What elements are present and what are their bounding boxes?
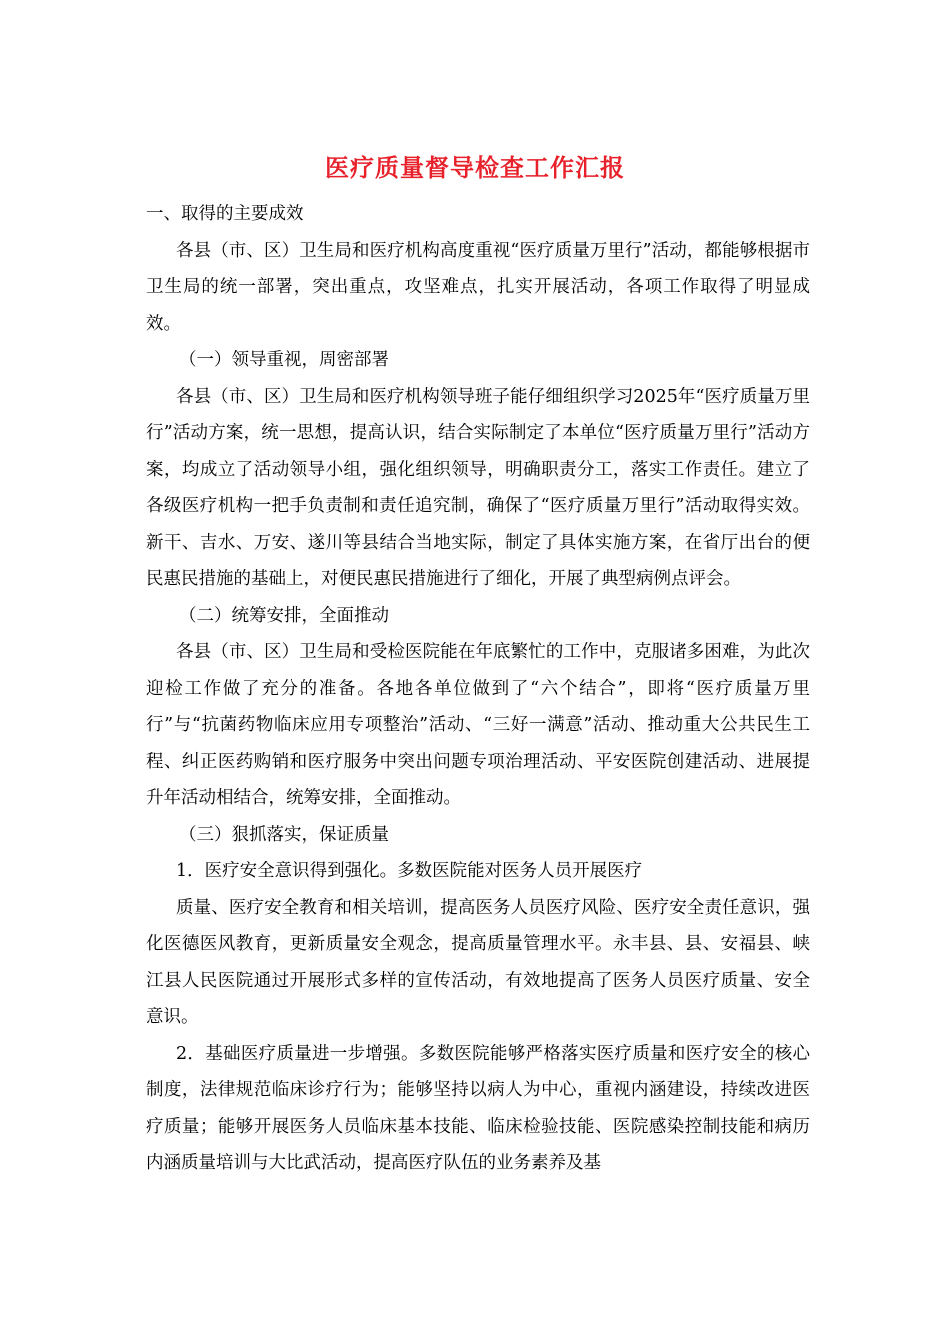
document-title: 医疗质量督导检查工作汇报 xyxy=(325,153,625,182)
coordination-paragraph: 各县（市、区）卫生局和受检医院能在年底繁忙的工作中，克服诸多困难，为此次迎检工作做了充分的准备。各地各单位做到了“六个结合”，即将“医疗质量万里行”与“抗菌药物临床应用专项整治”活动、“三好一满意”活动、推动重大公共民生工程、纠正医药购销和医疗服务中突出问题专项治理活动、平安医院创建活动、进展提升年活动相结合，统筹安排，全面推动。 xyxy=(146,642,810,808)
item1-lead-line: 1．医疗安全意识得到强化。多数医院能对医务人员开展医疗 xyxy=(176,861,643,881)
item1-paragraph: 质量、医疗安全教育和相关培训，提高医务人员医疗风险、医疗安全责任意识，强化医德医风教育，更新质量安全观念，提高质量管理水平。永丰县、县、安福县、峡江县人民医院通过开展形式多样的宣传活动，有效地提高了医务人员医疗质量、安全意识。 xyxy=(146,897,810,1027)
subsection-heading-implementation: （三）狠抓落实，保证质量 xyxy=(179,824,389,845)
subsection-heading-coordination: （二）统筹安排，全面推动 xyxy=(179,605,389,626)
leadership-paragraph: 各县（市、区）卫生局和医疗机构领导班子能仔细组织学习2025年“医疗质量万里行”活动方案，统一思想，提高认识，结合实际制定了本单位“医疗质量万里行”活动方案，均成立了活动领导小组，强化组织领导，明确职责分工，落实工作责任。建立了各级医疗机构一把手负责制和责任追究制，确保了“医疗质量万里行”活动取得实效。新干、吉水、万安、遂川等县结合当地实际，制定了具体实施方案，在省厅出台的便民惠民措施的基础上，对便民惠民措施进行了细化，开展了典型病例点评会。 xyxy=(146,386,810,589)
intro-paragraph: 各县（市、区）卫生局和医疗机构高度重视“医疗质量万里行”活动，都能够根据市卫生局的统一部署，突出重点，攻坚难点，扎实开展活动，各项工作取得了明显成效。 xyxy=(146,240,810,334)
subsection-heading-leadership: （一）领导重视，周密部署 xyxy=(179,350,389,370)
item2-paragraph: 2．基础医疗质量进一步增强。多数医院能够严格落实医疗质量和医疗安全的核心制度，法律规范临床诊疗行为；能够坚持以病人为中心，重视内涵建设，持续改进医疗质量；能够开展医务人员临床基本技能、临床检验技能、医院感染控制技能和病历内涵质量培训与大比武活动，提高医疗队伍的业务素养及基 xyxy=(146,1043,810,1173)
document-body xyxy=(146,196,810,1182)
section-heading-achievements: 一、取得的主要成效 xyxy=(146,204,304,224)
